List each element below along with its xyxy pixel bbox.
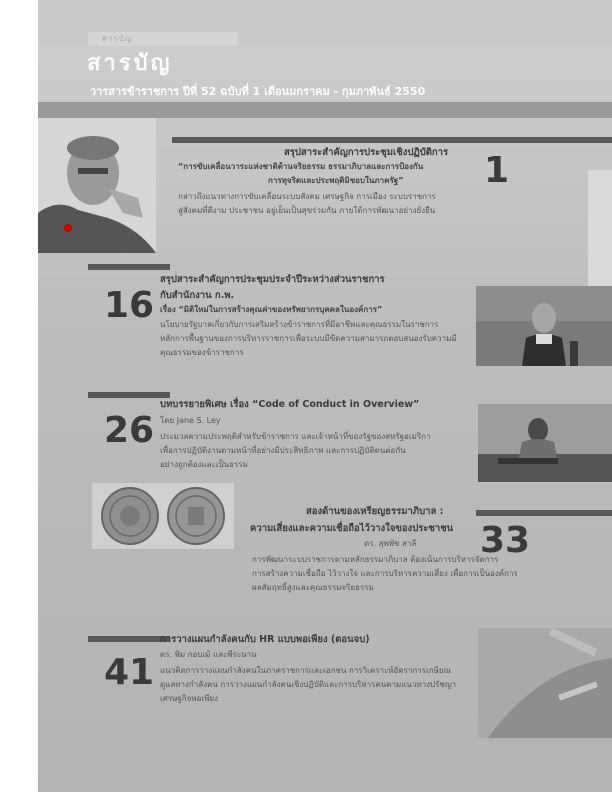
article-4-body-3: ผลสัมฤทธิ์สูงและคุณธรรมจริยธรรม — [252, 583, 374, 592]
article-5-body-1: แนวคิดการวางแผนกำลังคนในภาคราชการและเอกชน การวิเคราะห์อัตราการเกษียณ — [160, 666, 451, 675]
article-4-page: 33 — [480, 520, 531, 561]
article-2-body-1: นโยบายรัฐบาลเกี่ยวกับการเสริมสร้างข้าราชการที่มีอาชีพและคุณธรรมในราชการ — [160, 320, 439, 329]
article-2-body-3: คุณธรรมของข้าราชการ — [160, 348, 244, 357]
article-1-body-2: สู่สังคมที่ดีงาม ประชาชน อยู่เย็นเป็นสุขร่วมกัน ภายใต้การพัฒนาอย่างยั่งยืน — [178, 206, 436, 215]
header-divider-band — [38, 102, 612, 118]
article-3-body-3: อย่างถูกต้องและเป็นธรรม — [160, 460, 248, 469]
article-5-page: 41 — [104, 652, 155, 693]
header-small-tab — [88, 32, 238, 46]
article-4-body-1: การพัฒนาระบบราชการตามหลักธรรมาภิบาล ต้องเน้นการบริหารจัดการ — [252, 555, 499, 564]
article-2-bar — [88, 264, 170, 270]
presenter-photo — [478, 404, 612, 482]
portrait-photo — [38, 118, 156, 253]
article-2-subtitle: เรื่อง “มิติใหม่ในการสร้างคุณค่าของทรัพยากรบุคคลในองค์การ” — [160, 305, 383, 314]
coins-image — [92, 483, 234, 549]
page-title: สารบัญ — [87, 51, 173, 76]
article-5-body-2: ดูแลทางกำลังคน การวางแผนกำลังคนเชิงปฏิบัติและการบริหารคนตามแนวทางปรัชญา — [160, 680, 457, 689]
header-small-tab-label: สารบัญ — [102, 34, 133, 43]
article-4-author: ดร. สุพพัช สาลี — [364, 539, 417, 548]
article-1-subtitle-1: “การขับเคลื่อนวาระแห่งชาติด้านจริยธรรม ธรรมาภิบาลและการป้องกัน — [178, 162, 424, 171]
article-4-bar — [476, 510, 612, 516]
article-3-bar — [88, 392, 170, 398]
article-5-bar — [88, 636, 170, 642]
article-4-title-2: ความเสี่ยงและความเชื่อถือไว้วางใจของประชาชน — [250, 523, 454, 534]
article-1-subtitle-2: การทุจริตและประพฤติมิชอบในภาครัฐ” — [268, 176, 404, 185]
issue-info: วารสารข้าราชการ ปีที่ 52 ฉบับที่ 1 เดือนมกราคม - กุมภาพันธ์ 2550 — [90, 85, 426, 98]
article-2-title-2: กับสำนักงาน ก.พ. — [160, 290, 235, 301]
article-1-title: สรุปสาระสำคัญการประชุมเชิงปฏิบัติการ — [284, 147, 449, 158]
article-5-body-3: เศรษฐกิจพอเพียง — [160, 694, 219, 703]
article-4-title-1: สองด้านของเหรียญธรรมาภิบาล : — [306, 506, 444, 517]
article-5-title: การวางแผนกำลังคนกับ HR แบบพอเพียง (ตอนจบ) — [160, 634, 370, 645]
article-2-page: 16 — [104, 285, 155, 326]
decorative-photo — [478, 628, 612, 738]
article-1-bar — [172, 137, 612, 143]
article-1-body-1: กล่าวถึงแนวทางการขับเคลื่อนระบบสังคม เศรษฐกิจ การเมือง ระบบราชการ — [178, 192, 436, 201]
article-3-author: โดย Jane S. Ley — [160, 416, 221, 425]
article-3-body-1: ประมวลความประพฤติสำหรับข้าราชการ และเจ้าหน้าที่ของรัฐของสหรัฐอเมริกา — [160, 432, 431, 441]
article-1-page: 1 — [484, 150, 510, 191]
article-2-body-2: หลักการพื้นฐานของการบริหารราชการเพื่อระบบมีขีดความสามารถตอบสนองรับความมี — [160, 334, 457, 343]
article-3-title: บทบรรยายพิเศษ เรื่อง “Code of Conduct in Overview” — [160, 399, 420, 410]
article-3-body-2: เพื่อการปฏิบัติงานตามหน้าที่อย่างมีประสิทธิภาพ และการปฏิบัติตนต่อกัน — [160, 446, 406, 455]
speaker-photo — [476, 286, 612, 366]
article-3-page: 26 — [104, 410, 155, 451]
article-4-body-2: การสร้างความเชื่อถือ ไว้วางใจ และการบริหารความเสี่ยง เพื่อการเป็นองค์การ — [252, 569, 518, 578]
article-2-title-1: สรุปสาระสำคัญการประชุมประจำปีระหว่างส่วนราชการ — [160, 274, 385, 285]
article-5-author: ดร. พิม กอบเม้ และพีระนาน — [160, 650, 257, 659]
